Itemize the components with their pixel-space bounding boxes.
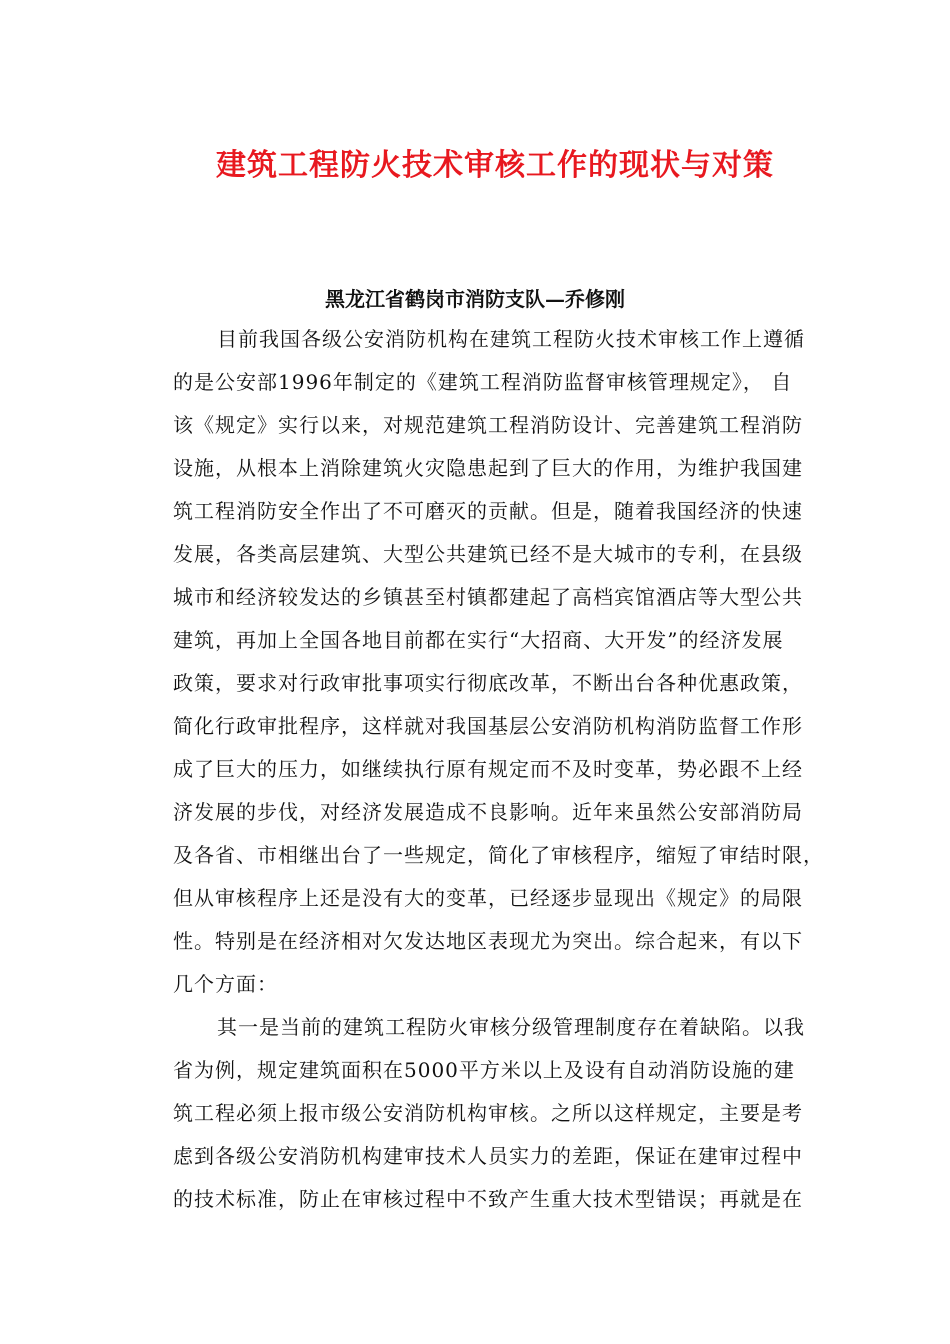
author-line: 黑龙江省鹤岗市消防支队—乔修刚 bbox=[325, 287, 625, 311]
document-body bbox=[173, 318, 853, 1221]
text-line: 济发展的步伐，对经济发展造成不良影响。近年来虽然公安部消防局 bbox=[173, 800, 803, 824]
text-line: 城市和经济较发达的乡镇甚至村镇都建起了高档宾馆酒店等大型公共 bbox=[173, 585, 803, 609]
text-line: 发展，各类高层建筑、大型公共建筑已经不是大城市的专利，在县级 bbox=[173, 542, 803, 566]
text-line: 及各省、市相继出台了一些规定，简化了审核程序，缩短了审结时限， bbox=[173, 843, 824, 867]
text-line: 性。特别是在经济相对欠发达地区表现尤为突出。综合起来，有以下 bbox=[173, 929, 803, 953]
text-line: 的是公安部1996年制定的《建筑工程消防监督审核管理规定》， 自 bbox=[173, 370, 793, 394]
document-title: 建筑工程防火技术审核工作的现状与对策 bbox=[216, 148, 774, 183]
text-line: 省为例，规定建筑面积在5000平方米以上及设有自动消防设施的建 bbox=[173, 1058, 795, 1082]
paragraph-1 bbox=[173, 318, 853, 1006]
text-line: 但从审核程序上还是没有大的变革，已经逐步显现出《规定》的局限 bbox=[173, 886, 803, 910]
text-line: 政策，要求对行政审批事项实行彻底改革，不断出台各种优惠政策， bbox=[173, 671, 803, 695]
text-line: 的技术标准，防止在审核过程中不致产生重大技术型错误；再就是在 bbox=[173, 1187, 803, 1211]
text-line: 该《规定》实行以来，对规范建筑工程消防设计、完善建筑工程消防 bbox=[173, 413, 803, 437]
text-line: 简化行政审批程序，这样就对我国基层公安消防机构消防监督工作形 bbox=[173, 714, 803, 738]
paragraph-2 bbox=[173, 1006, 853, 1221]
text-line: 目前我国各级公安消防机构在建筑工程防火技术审核工作上遵循 bbox=[217, 327, 805, 351]
text-line: 筑工程必须上报市级公安消防机构审核。之所以这样规定，主要是考 bbox=[173, 1101, 803, 1125]
text-line: 筑工程消防安全作出了不可磨灭的贡献。但是，随着我国经济的快速 bbox=[173, 499, 803, 523]
text-line: 虑到各级公安消防机构建审技术人员实力的差距，保证在建审过程中 bbox=[173, 1144, 803, 1168]
text-line: 设施，从根本上消除建筑火灾隐患起到了巨大的作用，为维护我国建 bbox=[173, 456, 803, 480]
text-line: 建筑，再加上全国各地目前都在实行“大招商、大开发”的经济发展 bbox=[173, 628, 784, 652]
text-line: 几个方面： bbox=[173, 972, 278, 996]
text-line: 其一是当前的建筑工程防火审核分级管理制度存在着缺陷。以我 bbox=[217, 1015, 805, 1039]
text-line: 成了巨大的压力，如继续执行原有规定而不及时变革，势必跟不上经 bbox=[173, 757, 803, 781]
